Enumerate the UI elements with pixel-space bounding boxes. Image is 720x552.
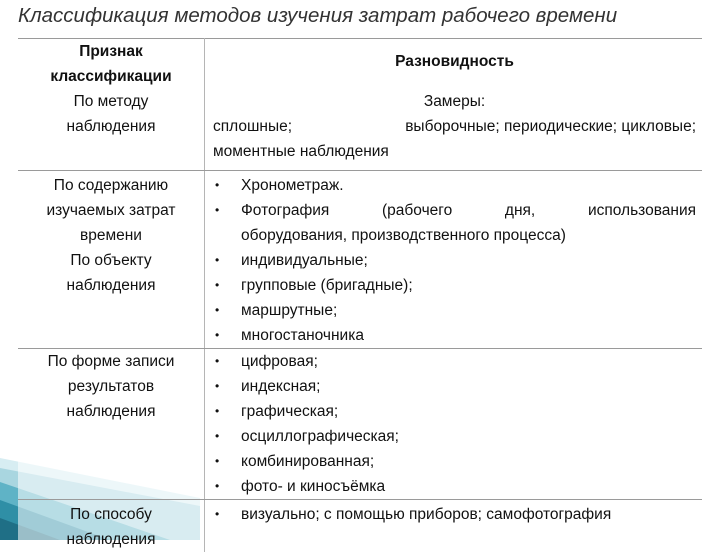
header-variety-label: Разновидность (213, 39, 696, 74)
criterion-line: времени (18, 223, 204, 248)
criterion-line: наблюдения (18, 527, 204, 552)
bullet-icon: • (213, 298, 241, 323)
list-item: • индивидуальные; (213, 248, 696, 273)
bullet-icon: • (213, 424, 241, 449)
list-item: • комбинированная; (213, 449, 696, 474)
bullet-icon: • (213, 349, 241, 374)
list-item: оборудования, производственного процесса) (213, 223, 696, 248)
variety-cell (205, 171, 703, 349)
criterion-line: наблюдения (18, 273, 204, 298)
list-item: • цифровая; (213, 349, 696, 374)
variety-part: сплошные; (213, 114, 292, 139)
header-criterion-line: классификации (18, 64, 204, 89)
bullet-icon: • (213, 323, 241, 348)
slide-title: Классификация методов изучения затрат рабочего времени (18, 4, 718, 28)
list-item: • многостаночника (213, 323, 696, 348)
bullet-icon: • (213, 248, 241, 273)
bullet-icon: • (213, 198, 241, 223)
variety-line (213, 114, 696, 139)
criterion-line: По способу (18, 502, 204, 527)
criterion-cell (18, 349, 205, 500)
list-item: • Фотография (рабочего дня, использования (213, 198, 696, 223)
bullet-icon: • (213, 374, 241, 399)
list-item: • графическая; (213, 399, 696, 424)
variety-cell (205, 500, 703, 552)
list-item: • маршрутные; (213, 298, 696, 323)
criterion-cell (18, 500, 205, 552)
list-item: • визуально; с помощью приборов; самофотография (213, 502, 696, 527)
table-row (18, 500, 702, 552)
list-item: • индексная; (213, 374, 696, 399)
list-item: • Хронометраж. (213, 173, 696, 198)
table-row (18, 39, 702, 165)
bullet-icon: • (213, 399, 241, 424)
criterion-line: По объекту (18, 248, 204, 273)
criterion-cell (18, 171, 205, 349)
list-item: • фото- и киносъёмка (213, 474, 696, 499)
list-item: • осциллографическая; (213, 424, 696, 449)
criterion-line: По содержанию (18, 173, 204, 198)
header-criterion (18, 39, 205, 165)
bullet-icon: • (213, 173, 241, 198)
classification-table (18, 38, 702, 552)
variety-line: моментные наблюдения (213, 139, 696, 164)
criterion-line: изучаемых затрат (18, 198, 204, 223)
header-criterion-line: Признак (18, 39, 204, 64)
list-item: • групповые (бригадные); (213, 273, 696, 298)
criterion-line: наблюдения (18, 399, 204, 424)
criterion-line: По методу (18, 89, 204, 114)
bullet-icon: • (213, 474, 241, 499)
variety-line: Замеры: (213, 89, 696, 114)
variety-cell (205, 349, 703, 500)
variety-part: выборочные; периодические; цикловые; (405, 114, 696, 139)
table-row (18, 349, 702, 500)
bullet-icon: • (213, 273, 241, 298)
table-row (18, 171, 702, 349)
criterion-line: По форме записи (18, 349, 204, 374)
criterion-line: результатов (18, 374, 204, 399)
bullet-icon: • (213, 449, 241, 474)
criterion-line: наблюдения (18, 114, 204, 139)
bullet-icon: • (213, 502, 241, 527)
header-variety (205, 39, 703, 165)
